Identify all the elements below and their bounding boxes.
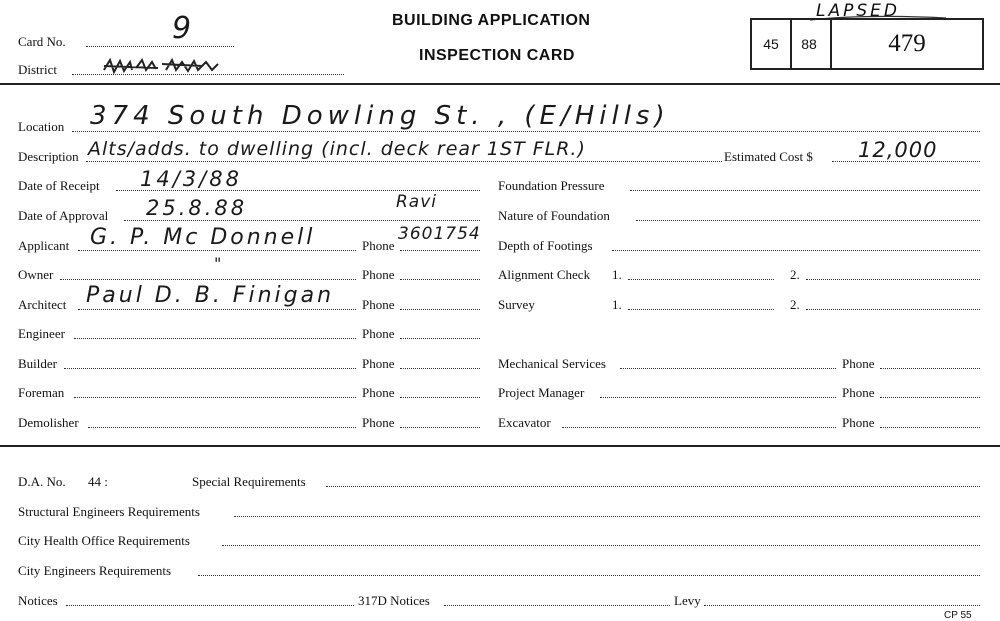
structural-line [234,516,980,517]
architect-line [78,309,356,310]
alignment-1-label: 1. [612,267,622,282]
code-box-a [750,18,792,70]
nature-foundation-line [636,220,980,221]
estimated-cost-label: Estimated Cost $ [724,149,813,164]
special-requirements-label: Special Requirements [192,474,306,489]
engineer-phone-line [400,338,480,339]
notices-317d-label: 317D Notices [358,593,430,608]
project-manager-label: Project Manager [498,385,585,400]
structural-label: Structural Engineers Requirements [18,504,200,519]
survey-2-line [806,309,980,310]
engineer-line [74,338,356,339]
engineer-label: Engineer [18,326,65,341]
project-manager-phone-label: Phone [842,385,875,400]
foreman-phone-label: Phone [362,385,395,400]
code-box-b [788,18,832,70]
mechanical-line [620,368,836,369]
estimated-cost-value: 12,000 [858,138,938,162]
title-line-2: INSPECTION CARD [419,47,575,64]
foundation-pressure-label: Foundation Pressure [498,178,605,193]
code-number: 479 [888,30,926,57]
form-code: CP 55 [944,610,972,621]
notices-317d-line [444,605,670,606]
alignment-label: Alignment Check [498,267,591,282]
excavator-line [562,427,836,428]
applicant-note: Ravi [396,192,438,212]
receipt-value: 14/3/88 [140,167,242,191]
alignment-1-line [628,279,774,280]
alignment-2-line [806,279,980,280]
survey-1-line [628,309,774,310]
header-rule [0,83,1000,85]
da-label: D.A. No. [18,474,66,489]
health-label: City Health Office Requirements [18,533,190,548]
location-line [72,131,980,132]
special-requirements-line [326,486,980,487]
district-label: District [18,62,57,77]
architect-phone-line [400,309,480,310]
mechanical-label: Mechanical Services [498,356,606,371]
approval-value: 25.8.88 [146,196,248,220]
demolisher-phone-label: Phone [362,415,395,430]
foreman-line [74,397,356,398]
project-manager-line [600,397,836,398]
applicant-label: Applicant [18,238,70,253]
builder-label: Builder [18,356,57,371]
builder-phone-line [400,368,480,369]
location-value: 374 South Dowling St. , (E/Hills) [90,101,670,131]
notices-line [66,605,354,606]
middle-rule [0,445,1000,447]
applicant-value: G. P. Mc Donnell [90,225,316,250]
depth-footings-line [612,250,980,251]
owner-phone-label: Phone [362,267,395,282]
foreman-phone-line [400,397,480,398]
demolisher-line [88,427,356,428]
receipt-label: Date of Receipt [18,178,100,193]
city-engineers-label: City Engineers Requirements [18,563,172,578]
lapsed-stamp: LAPSED [816,1,900,21]
excavator-phone-line [880,427,980,428]
owner-line [60,279,356,280]
alignment-2-label: 2. [790,267,800,282]
owner-phone-line [400,279,480,280]
levy-label: Levy [674,593,701,608]
mechanical-phone-label: Phone [842,356,875,371]
city-engineers-line [198,575,980,576]
district-scribble [102,56,252,78]
code-b: 88 [801,36,817,52]
builder-line [64,368,356,369]
owner-value: " [214,254,223,273]
engineer-phone-label: Phone [362,326,395,341]
notices-label: Notices [18,593,58,608]
levy-line [704,605,980,606]
architect-value: Paul D. B. Finigan [86,283,335,308]
demolisher-label: Demolisher [18,415,79,430]
approval-label: Date of Approval [18,208,109,223]
da-value: 44 : [88,474,108,489]
foreman-label: Foreman [18,385,65,400]
description-label: Description [18,149,79,164]
applicant-phone-line [400,250,480,251]
code-a: 45 [763,36,779,52]
title-line-1: BUILDING APPLICATION [392,12,591,29]
owner-label: Owner [18,267,54,282]
description-line [86,161,722,162]
architect-label: Architect [18,297,67,312]
foundation-pressure-line [630,190,980,191]
applicant-phone-value: 3601754 [398,224,481,244]
depth-footings-label: Depth of Footings [498,238,593,253]
architect-phone-label: Phone [362,297,395,312]
project-manager-phone-line [880,397,980,398]
nature-foundation-label: Nature of Foundation [498,208,610,223]
code-box-number [830,18,984,70]
applicant-phone-label: Phone [362,238,395,253]
card-no-label: Card No. [18,34,66,49]
approval-line [124,220,480,221]
description-value: Alts/adds. to dwelling (incl. deck rear 1ST FLR.) [88,138,586,160]
card-no-line [86,46,234,47]
health-line [222,545,980,546]
builder-phone-label: Phone [362,356,395,371]
card-no-value: 9 [172,11,193,46]
excavator-phone-label: Phone [842,415,875,430]
demolisher-phone-line [400,427,480,428]
mechanical-phone-line [880,368,980,369]
survey-label: Survey [498,297,535,312]
applicant-line [78,250,356,251]
excavator-label: Excavator [498,415,551,430]
survey-1-label: 1. [612,297,622,312]
location-label: Location [18,119,65,134]
survey-2-label: 2. [790,297,800,312]
